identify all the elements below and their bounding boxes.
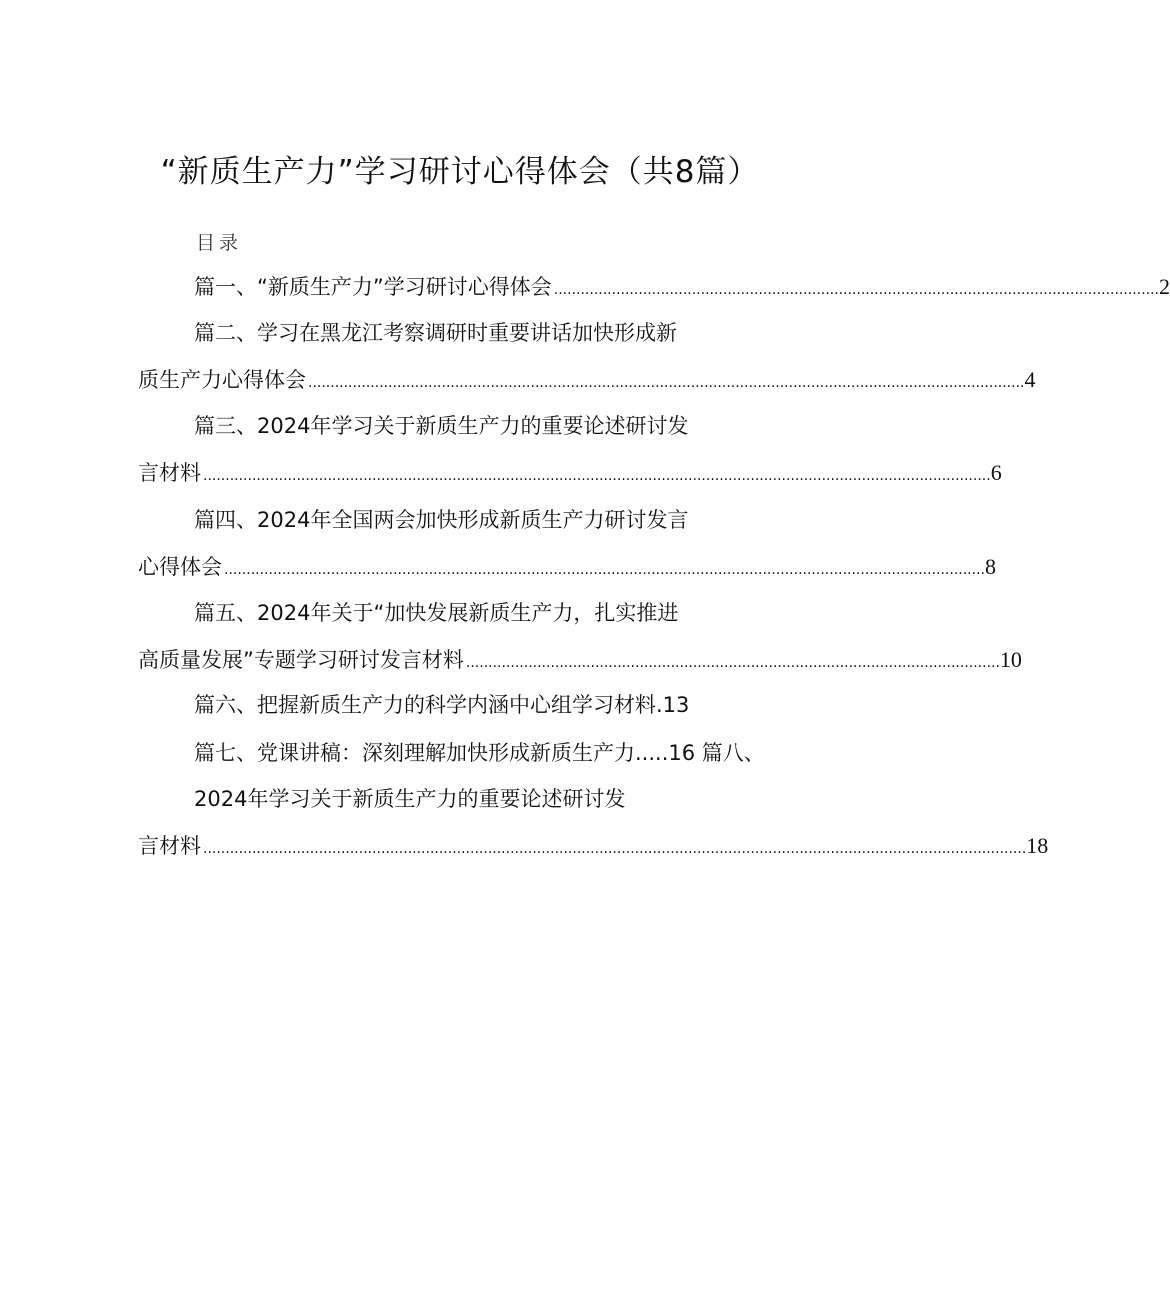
toc-entry-8-line1[interactable] xyxy=(194,784,625,814)
toc-entry-2-line2[interactable] xyxy=(138,365,1036,398)
toc-entry-1-page: 2 xyxy=(1159,274,1170,299)
toc-entry-8-text: 2024年学习关于新质生产力的重要论述研讨发 xyxy=(194,787,626,811)
toc-entry-4-text-cont: 心得体会 xyxy=(138,555,222,579)
toc-entry-8-line2[interactable] xyxy=(138,831,1049,864)
toc-entry-7-text: 篇七、党课讲稿：深刻理解加快形成新质生产力.....16 篇八、 xyxy=(194,741,765,765)
toc-leader-dots: ........................................................................................................................ xyxy=(465,655,1000,671)
toc-leader-dots: ................................................................................................................................................................. xyxy=(308,375,1025,391)
toc-leader-dots: ................................................................................................................................................................................. xyxy=(203,468,991,484)
toc-entry-7[interactable] xyxy=(194,738,765,768)
toc-entry-4-page: 8 xyxy=(984,554,996,579)
toc-entry-6-text: 篇六、把握新质生产力的科学内涵中心组学习材料.13 xyxy=(194,693,690,717)
toc-entry-3-text-cont: 言材料 xyxy=(138,461,201,485)
toc-entry-6[interactable] xyxy=(194,690,689,720)
toc-entry-5-text: 篇五、2024年关于“加快发展新质生产力，扎实推进 xyxy=(194,601,679,625)
toc-entry-5-page: 10 xyxy=(999,647,1022,672)
toc-entry-8-page: 18 xyxy=(1026,833,1049,858)
toc-entry-3-line2[interactable] xyxy=(138,458,1002,491)
toc-leader-dots: ........................................................................................................................................ xyxy=(553,282,1159,298)
document-title: “新质生产力”学习研讨心得体会（共8篇） xyxy=(160,154,760,190)
toc-entry-4-text: 篇四、2024年全国两会加快形成新质生产力研讨发言 xyxy=(194,508,689,532)
toc-entry-3-line1[interactable] xyxy=(194,411,688,441)
toc-entry-8-text-cont: 言材料 xyxy=(138,834,201,858)
toc-entry-4-line1[interactable] xyxy=(194,505,688,535)
toc-entry-4-line2[interactable] xyxy=(138,552,996,585)
toc-heading: 目录 xyxy=(196,232,243,254)
toc-entry-2-text-cont: 质生产力心得体会 xyxy=(138,368,306,392)
toc-entry-5-line1[interactable] xyxy=(194,598,678,628)
toc-entry-2-text: 篇二、学习在黑龙江考察调研时重要讲话加快形成新 xyxy=(194,321,677,345)
toc-entry-3-page: 6 xyxy=(990,460,1002,485)
toc-entry-2-page: 4 xyxy=(1024,367,1036,392)
toc-entry-5-line2[interactable] xyxy=(138,645,1022,678)
toc-entry-5-text-cont: 高质量发展”专题学习研讨发言材料 xyxy=(138,648,464,672)
toc-entry-1[interactable] xyxy=(194,272,1170,305)
toc-leader-dots: ........................................................................................................................................................................... xyxy=(224,562,985,578)
toc-entry-2-line1[interactable] xyxy=(194,318,677,348)
toc-entry-1-text: 篇一、“新质生产力”学习研讨心得体会 xyxy=(194,275,552,299)
toc-entry-3-text: 篇三、2024年学习关于新质生产力的重要论述研讨发 xyxy=(194,414,689,438)
toc-leader-dots: ......................................................................................................................................................................................... xyxy=(203,841,1027,857)
